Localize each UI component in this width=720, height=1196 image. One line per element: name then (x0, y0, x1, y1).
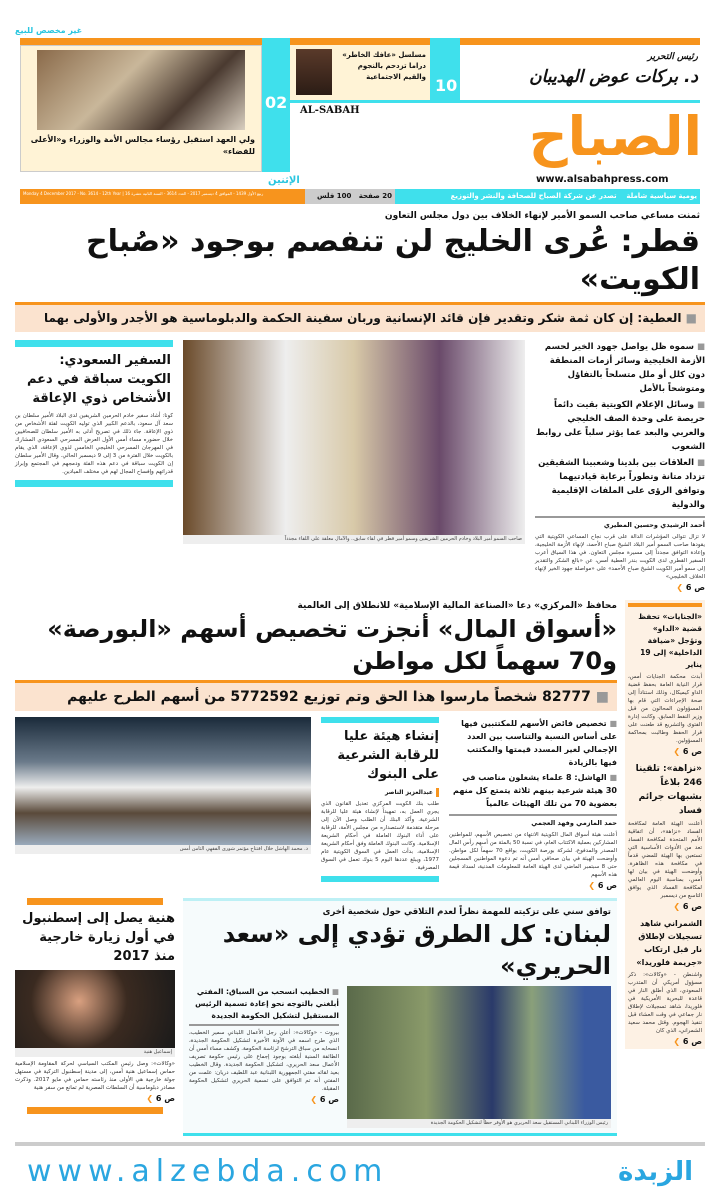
tagline: يومية سياسية شاملة (626, 192, 697, 200)
banks-photo (15, 717, 311, 845)
divider (290, 100, 700, 103)
story-body: واشنطن - «وكالات»: ذكر مسؤول أمريكي أن المتدرب السعودي، الذي أطلق النار في قاعدة للبحرية الأمريكية في فلوريدا، شاهد تسجيلات لإطلاق نار جماعي في وقت العشاء قبل تنفيذ الهجوم. وقتل محمد سعيد الشمراني، الذي كان (628, 972, 702, 1034)
bullet-item: ■ سموه ظل يواصل جهود الخير لحسم الأزمة الخليجية وسائر أزمات المنطقة دون كلل أو ملل متسلحاً بالتفاؤل ومتوشحاً بالأمل (535, 340, 705, 396)
story-headline: إنشاء هيئة عليا للرقابة الشرعية على البنوك (337, 729, 439, 782)
website-link[interactable]: www.alsabahpress.com (536, 174, 669, 185)
story-headline: «نزاهة»: تلقينا 246 بلاغاً بشبهات جرائم فساد (635, 764, 702, 816)
watermark-url: www.alzebda.com (27, 1154, 389, 1189)
banks-photo-caption: د. محمد الهاشل خلال افتتاح مؤتمر شورى الفقهي الثامن أمس (15, 845, 311, 854)
divider (15, 480, 173, 487)
page-ref[interactable]: ص 6 ❯ (189, 1095, 339, 1104)
lead-headline[interactable]: قطر: عُرى الخليج لن تنفصم بوجود «صُباح الكويت» (86, 224, 700, 297)
haniyeh-story[interactable] (15, 898, 175, 1114)
editor-label: رئيس التحرير (647, 52, 698, 62)
story-body: بيروت - «وكالات»: أعلن رجل الأعمال اللبناني سمير الخطيب، الذي طرح اسمه في الآونة الأخيرة لتشكيل الحكومة الجديدة، انسحابه من سباق الترشح لرئاسة الحكومة. وكشف مساء أمس أن الطائفة السنية أبلغته بوجود إجماع على رئيس حكومة تصريف الأعمال سعد الحريري، لتشكيل الحكومة الجديدة. وقال الخطيب بعيد لقائه مفتي الجمهورية اللبنانية عبد اللطيف دريان: علمت من المفتي أنه تم التوافق على تسمية الحريري لتشكيل الحكومة المقبلة. (189, 1030, 339, 1092)
banks-photo-column (15, 717, 311, 854)
divider (321, 717, 439, 723)
story-body: أبدت محكمة الجنايات أمس، قرار النيابة العامة بحفظ قضية الداو كيميكال، وذلك استناداً إلى صحة الإجراءات التي قام بها المسؤولون المحالون من قبل وزير النفط السابق. وكانت إدارة الفتوى والتشريع قد طعنت على قرار الحفظ وطالبت بمحاكمة المسؤولين. (628, 674, 702, 744)
masthead-top-bar (20, 38, 700, 45)
page-ref[interactable]: ص 6 ❯ (628, 1037, 702, 1046)
story-body: كونا: أشاد سفير خادم الحرمين الشريفين لدى البلاد الأمير سلطان بن سعد آل سعود، بالدعم الكبير الذي توليه الكويت لفئة الأشخاص من ذوي الإعاقة. جاء ذلك في تصريح أدلى به الأمير سلطان للصحافيين خلال حضوره مساء أمس الأول العرض المسرحي السعودي المشارك في المهرجان المسرحي الخليجي الخامس لذوي الإعاقة، الذي يقام بالكويت خلال الفترة من 3 إلى 9 ديسمبر الحالي. وقال الأمير سلطان إن الكويت سباقة في دعم هذه الفئة ودمجهم في المجتمع وإبراز قدراتهم وإفساح المجال لهم في مختلف الميادين. (15, 413, 173, 475)
teaser-page-number: 10 (435, 76, 458, 95)
tagline-bar (395, 189, 700, 204)
story-kicker: توافق سني على تزكيته للمهمة نظراً لعدم التلاقي حول شخصية أخرى (322, 907, 611, 917)
divider (321, 876, 439, 882)
side-column (625, 600, 705, 1049)
lebanon-story[interactable] (183, 898, 617, 1136)
bullet-item: ■ العلاقات بين بلدينا وشعبينا الشقيقين تزداد متانة وتطوراً برعاية قيادتيهما وتوافق الرؤى على الملفات الإقليمية والدولية (535, 456, 705, 512)
story-body: طلب بنك الكويت المركزي تعديل القانون الذي يجري العمل به، تمهيداً لإنشاء هيئة عليا للرقابة الشرعية. وأكد البنك أن الطلب وصل الآن إلى مرحلة متقدمة لاستصداره من مجلس الأمة، للرقابة على أداء البنوك العاملة في أحكام الشريعة الإسلامية. وكانت البنوك العاملة وفق أحكام الشريعة الإسلامية، بدأت العمل في السوق الكويتية عام 1977، ويبلغ عددها اليوم 5 بنوك تعمل في السوق المصرفية. (321, 801, 439, 871)
market-body: أعلنت هيئة أسواق المال الكويتية الانتهاء من تخصيص الأسهم، للمواطنين المشاركين بعملية الاكتتاب العام، في نسبة 50 بالمئة من أسهم رأس المال المصدر والمدفوع، لشركة بورصة الكويت، بواقع 70 سهماً لكل مواطن. وأوضحت الهيئة في بيان صحافي أمس أنه تم دعوة المواطنين المسجلين حتى 8 سبتمبر الماضي لدى الهيئة العامة للمعلومات المدنية، لسداد قيمة هذه الأسهم (449, 832, 617, 878)
photo-caption: رئيس الوزراء اللبناني المستقيل سعد الحريري هو الأوفر حظاً لتشكيل الحكومة الجديدة (347, 1119, 611, 1128)
story-headline: السفير السعودي: الكويت سباقة في دعم الأشخاص ذوي الإعاقة (26, 353, 171, 406)
teaser-page-10 (430, 38, 460, 100)
story-byline: عبدالعزيز الناصر (321, 788, 439, 797)
lead-kicker: ثمنت مساعي صاحب السمو الأمير لإنهاء الخلاف بين دول مجلس التعاون (384, 211, 700, 221)
lead-row (15, 340, 705, 592)
divider (27, 898, 163, 905)
lead-photo-caption: صاحب السمو أمير البلاد وخادم الحرمين الشريفين وسمو أمير قطر في لقاء سابق.. والآمال معلقة على اللقاء مجدداً (183, 535, 525, 544)
page-ref[interactable]: ص 6 ❯ (628, 902, 702, 911)
teaser-page-02 (262, 38, 290, 172)
lebanon-photo (347, 986, 611, 1119)
haniyeh-photo (15, 970, 175, 1048)
market-headline[interactable]: «أسواق المال» أنجزت تخصيص أسهم «البورصة» و70 سهماً لكل مواطن (47, 615, 617, 675)
market-strip: ■ 82777 شخصاً مارسوا هذا الحق وتم توزيع 5772592 من أسهم الطرح عليهم (15, 683, 617, 711)
story-headline: هنية يصل إلى إسطنبول في أول زيارة خارجية منذ 2017 (22, 911, 175, 964)
story-headline: الشمراني شاهد تسجيلات لإطلاق نار قبل ارتكاب «جريمة فلوريدا» (636, 919, 702, 967)
teaser-photo (37, 50, 245, 130)
story-body: «وكالات»: وصل رئيس المكتب السياسي لحركة المقاومة الإسلامية حماس إسماعيل هنية أمس، إلى مدينة إسطنبول التركية في مستهل جولة خارجية هي الأولى منذ رئاسته حماس في مايو 2017. وذكرت مصادر دبلوماسية أن السلطات المصرية لم تمانع من سفر هنية (15, 1061, 175, 1091)
teaser-headline: ولي العهد استقبل رؤساء مجالس الأمة والوزراء و«الأعلى للقضاء» (30, 135, 255, 156)
page-count: 20 صفحة (358, 192, 392, 200)
footer (15, 1146, 705, 1196)
lead-text-column (535, 340, 705, 592)
latin-name: AL-SABAH (300, 105, 360, 116)
lead-body: لا تزال تتوالى المؤشرات الدالة على قرب نجاح المساعي الكويتية التي يقودها صاحب السمو أمير البلاد الشيخ صباح الأحمد، لإنهاء الأزمة الخليجية، وإعادة التوافق مجدداً إلى مسيرة مجلس التعاون. في هذا السياق أعرب السفير القطري لدى الكويت بندر العطية أمس، عن «بالغ الشكر والتقدير إلى سمو أمير الكويت الشيخ صباح الأحمد» على «مواصلة جهود الخير لإنهاء الخلاف الخليجي» (535, 534, 705, 580)
lebanon-inner-row (189, 986, 611, 1128)
story-bullet: ■ الخطيب انسحب من السباق: المفتي أبلغني بالتوجه نحو إعادة تسمية الرئيس المستقيل لتشكيل الحكومة الجديدة (189, 986, 339, 1026)
lower-area (15, 600, 705, 1136)
side-story[interactable] (628, 762, 702, 911)
teaser-headline: مسلسل «عافك الخاطر» دراما تزدحم بالنجوم والقيم الاجتماعية (342, 51, 426, 81)
price: 100 فلس (317, 192, 352, 200)
price-pages (305, 189, 395, 204)
lead-photo-column (183, 340, 525, 544)
editor-name: د. بركات عوض الهديبان (529, 67, 698, 87)
story-headline: لبنان: كل الطرق تؤدي إلى «سعد الحريري» (222, 920, 611, 980)
banks-story[interactable] (321, 717, 439, 882)
market-byline: حمد المازمي وفهد العجمي (449, 814, 617, 828)
bullet-item: ■ تخصيص فائض الأسهم للمكتتبين فيها على أساس النسبة والتناسب بين العدد الإجمالي لغير المسدد قيمتها والمكتتب فيها بالزيادة (449, 717, 617, 769)
page-ref[interactable]: ص 6 ❯ (535, 583, 705, 592)
divider (628, 603, 702, 607)
publisher: تصدر عن شركة الصباح للصحافة والنشر والتوزيع (450, 192, 617, 200)
teaser-photo (296, 49, 332, 95)
bullet-item: ■ وسائل الإعلام الكويتية بقيت دائماً حريصة على وحدة الصف الخليجي والعربي والبعد عما يؤثر سلباً على روابط الشعوب (535, 398, 705, 454)
bullet-item: ■ الهاشل: 8 علماء يشغلون مناصب في 30 هيئة شرعية بينهم ثلاثة يتمتع كل منهم بعضوية 70 من تلك الهيئات عالمياً (449, 771, 617, 810)
side-story[interactable] (628, 917, 702, 1046)
date-line: Monday 4 December 2017 - No. 3614 - 12th Year | 16 ربيع الأول 1439 - الموافق 4 ديسمبر 2017 - العدد 3614 - السنة الثانية عشرة (20, 189, 305, 204)
lead-photo (183, 340, 525, 535)
market-row (15, 717, 617, 890)
teaser-box-series[interactable] (290, 45, 430, 100)
lebanon-photo-column (347, 986, 611, 1128)
not-for-sale-label: غير مخصص للبيع (15, 26, 83, 35)
photo-caption: إسماعيل هنية (15, 1048, 175, 1057)
page-ref[interactable]: ص 6 ❯ (15, 1094, 175, 1103)
divider (15, 340, 173, 347)
lead-strip: ■ العطية: إن كان ثمة شكر وتقدير فإن قائد الإنسانية وربان سفينة الحكمة والدبلوماسية هو الأجدر والأولى بهما (15, 305, 705, 332)
main-column (15, 600, 617, 1136)
page-ref[interactable]: ص 6 ❯ (449, 881, 617, 890)
watermark-logo: الزبدة (618, 1157, 693, 1187)
teaser-box-crown-prince[interactable] (20, 45, 262, 172)
newspaper-logo: الصباح (528, 105, 702, 168)
lead-byline: أحمد الرشيدي وحسين المطيري (535, 516, 705, 530)
bottom-row (15, 898, 617, 1136)
day-label: الإثنين (268, 175, 300, 186)
story-body: أعلنت الهيئة العامة لمكافحة الفساد «نزاهة»، أن اتفاقية الأمم المتحدة لمكافحة الفساد تعد من الأدوات الأساسية التي تستعين بها الهيئة للمضي قدماً في مكافحة هذه الظاهرة. وأوضحت الهيئة في بيان لها أمس، بمناسبة اليوم العالمي لمكافحة الفساد الذي يوافق التاسع من ديسمبر (628, 821, 702, 899)
side-story[interactable] (628, 611, 702, 756)
story-headline: «الجنايات» تحفظ قضية «الداو» وتؤجل «ضيافة الداخلية» إلى 19 يناير (638, 612, 702, 669)
page-ref[interactable]: ص 6 ❯ (628, 747, 702, 756)
masthead (0, 0, 720, 206)
ambassador-story[interactable] (15, 340, 173, 487)
market-kicker: محافظ «المركزي» دعا «الصناعة المالية الإسلامية» للانطلاق إلى العالمية (297, 601, 617, 611)
lebanon-text-column (189, 986, 339, 1104)
teaser-page-number: 02 (265, 93, 288, 112)
market-text-column (449, 717, 617, 890)
